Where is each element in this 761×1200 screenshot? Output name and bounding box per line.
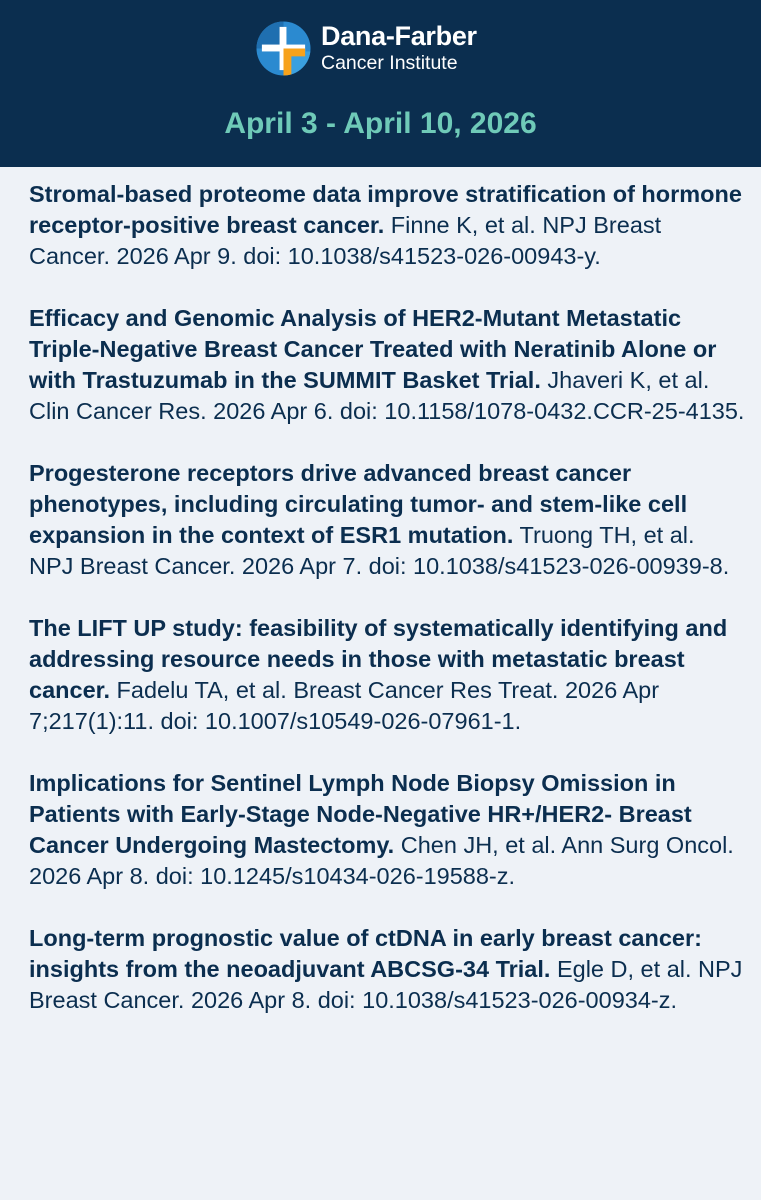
dana-farber-logo xyxy=(256,21,477,76)
logo-wordmark xyxy=(321,23,477,74)
date-range-heading: April 3 - April 10, 2026 xyxy=(224,107,537,140)
article-citation: Finne K, et al. NPJ Breast Cancer. 2026 Apr 9. doi: 10.1038/s41523-026-00943-y. xyxy=(29,212,662,269)
org-name: Dana-Farber xyxy=(321,21,477,52)
article-title: Stromal-based proteome data improve stratification of hormone receptor-positive breast cancer. xyxy=(29,181,742,238)
article-entry xyxy=(29,179,745,272)
article-entry xyxy=(29,923,745,1016)
article-title: Progesterone receptors drive advanced breast cancer phenotypes, including circulating tumor- and stem-like cell expansion in the context of ESR1 mutation. xyxy=(29,460,688,548)
dana-farber-logo-icon xyxy=(256,21,311,76)
header-banner xyxy=(0,0,761,167)
article-entry xyxy=(29,768,745,892)
article-title: The LIFT UP study: feasibility of systematically identifying and addressing resource needs in those with metastatic breast cancer. xyxy=(29,615,728,703)
article-citation: Truong TH, et al. NPJ Breast Cancer. 2026 Apr 7. doi: 10.1038/s41523-026-00939-8. xyxy=(29,522,730,579)
article-list xyxy=(29,179,745,1047)
article-citation: Jhaveri K, et al. Clin Cancer Res. 2026 Apr 6. doi: 10.1158/1078-0432.CCR-25-4135. xyxy=(29,367,745,424)
article-citation: Egle D, et al. NPJ Breast Cancer. 2026 Apr 8. doi: 10.1038/s41523-026-00934-z. xyxy=(29,956,743,1013)
article-entry xyxy=(29,303,745,427)
org-subtitle: Cancer Institute xyxy=(321,52,458,75)
article-entry xyxy=(29,458,745,582)
article-citation: Fadelu TA, et al. Breast Cancer Res Treat. 2026 Apr 7;217(1):11. doi: 10.1007/s10549-026-07961-1. xyxy=(29,677,660,734)
article-title: Long-term prognostic value of ctDNA in early breast cancer: insights from the neoadjuvant ABCSG-34 Trial. xyxy=(29,925,702,982)
article-entry xyxy=(29,613,745,737)
article-title: Implications for Sentinel Lymph Node Biopsy Omission in Patients with Early-Stage Node-Negative HR+/HER2- Breast Cancer Undergoing Mastectomy. xyxy=(29,770,692,858)
article-citation: Chen JH, et al. Ann Surg Oncol. 2026 Apr 8. doi: 10.1245/s10434-026-19588-z. xyxy=(29,832,734,889)
article-title: Efficacy and Genomic Analysis of HER2-Mutant Metastatic Triple-Negative Breast Cancer Treated with Neratinib Alone or with Trastuzumab in the SUMMIT Basket Trial. xyxy=(29,305,717,393)
